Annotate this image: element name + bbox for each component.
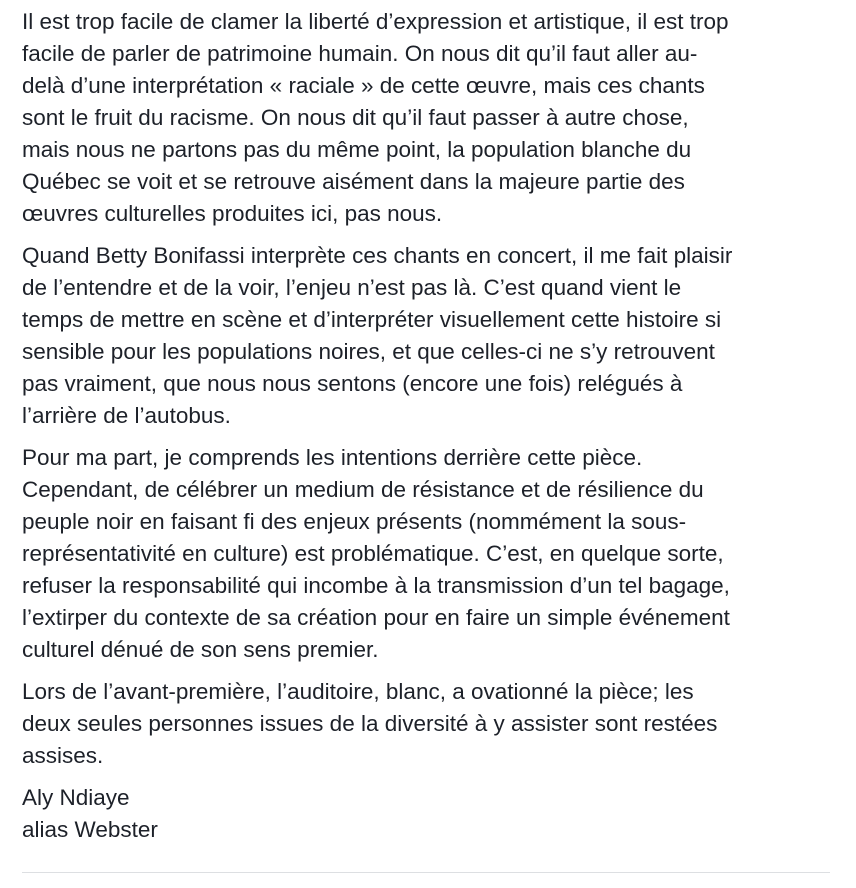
paragraph-line: Lors de l’avant-première, l’auditoire, blanc, a ovationné la pièce; les [22,679,694,704]
paragraph-3 [22,442,834,666]
paragraph-line: l’arrière de l’autobus. [22,403,231,428]
paragraph-1 [22,6,834,230]
paragraph-line: mais nous ne partons pas du même point, la population blanche du [22,137,692,162]
post-body [22,6,834,856]
paragraph-line: de l’entendre et de la voir, l’enjeu n’est pas là. C’est quand vient le [22,275,682,300]
author-alias: alias Webster [22,817,158,842]
paragraph-line: représentativité en culture) est problématique. C’est, en quelque sorte, [22,541,724,566]
paragraph-line: assises. [22,743,104,768]
divider [22,872,830,873]
paragraph-2 [22,240,834,432]
paragraph-line: Il est trop facile de clamer la liberté d’expression et artistique, il est trop [22,9,729,34]
paragraph-line: Quand Betty Bonifassi interprète ces chants en concert, il me fait plaisir [22,243,733,268]
paragraph-line: delà d’une interprétation « raciale » de cette œuvre, mais ces chants [22,73,705,98]
paragraph-line: facile de parler de patrimoine humain. On nous dit qu’il faut aller au- [22,41,698,66]
paragraph-line: l’extirper du contexte de sa création pour en faire un simple événement [22,605,730,630]
author-name: Aly Ndiaye [22,785,130,810]
paragraph-line: Québec se voit et se retrouve aisément dans la majeure partie des [22,169,685,194]
paragraph-line: sensible pour les populations noires, et que celles-ci ne s’y retrouvent [22,339,715,364]
paragraph-line: Pour ma part, je comprends les intentions derrière cette pièce. [22,445,643,470]
paragraph-line: temps de mettre en scène et d’interpréter visuellement cette histoire si [22,307,722,332]
paragraph-line: culturel dénué de son sens premier. [22,637,379,662]
paragraph-line: pas vraiment, que nous nous sentons (encore une fois) relégués à [22,371,683,396]
paragraph-line: deux seules personnes issues de la diversité à y assister sont restées [22,711,718,736]
paragraph-line: Cependant, de célébrer un medium de résistance et de résilience du [22,477,704,502]
paragraph-line: peuple noir en faisant fi des enjeux présents (nommément la sous- [22,509,687,534]
paragraph-line: œuvres culturelles produites ici, pas nous. [22,201,443,226]
signature [22,782,834,846]
paragraph-4 [22,676,834,772]
paragraph-line: sont le fruit du racisme. On nous dit qu’il faut passer à autre chose, [22,105,689,130]
paragraph-line: refuser la responsabilité qui incombe à la transmission d’un tel bagage, [22,573,730,598]
